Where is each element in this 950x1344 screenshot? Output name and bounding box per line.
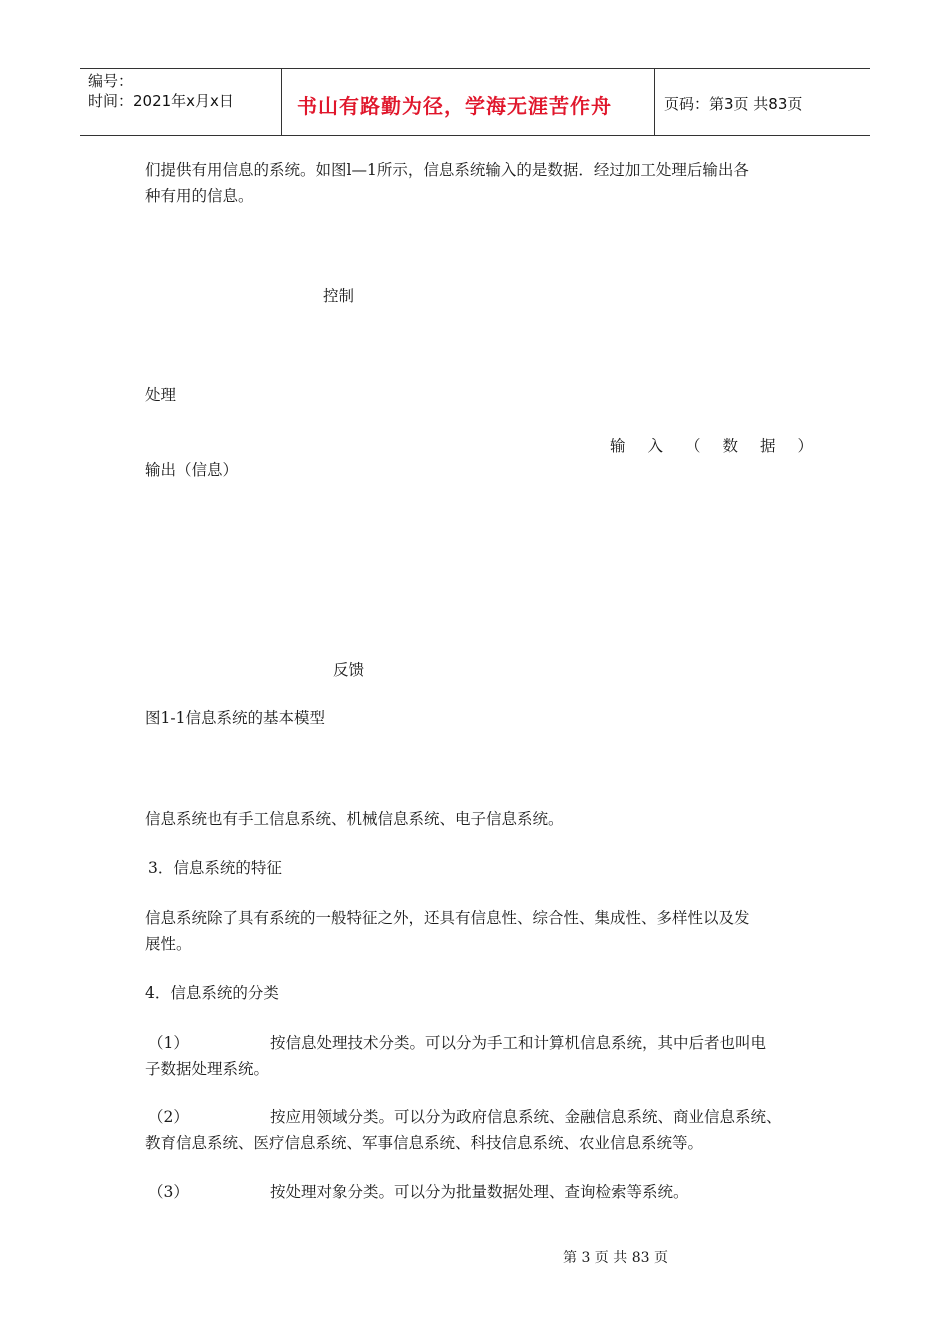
- header-divider-right: [654, 68, 655, 135]
- types-line: 信息系统也有手工信息系统、机械信息系统、电子信息系统。: [145, 810, 564, 828]
- diagram-label-control: 控制: [323, 287, 355, 305]
- figure-caption: 图1-1信息系统的基本模型: [145, 709, 325, 727]
- list-item-2-number: （2）: [148, 1108, 189, 1126]
- header-page-label: 页码：第3页 共83页: [664, 95, 803, 113]
- diagram-label-output: 输出（信息）: [145, 461, 239, 479]
- list-item-1-line-2: 子数据处理系统。: [145, 1060, 270, 1078]
- list-item-1-number: （1）: [148, 1034, 189, 1052]
- intro-line-2: 种有用的信息。: [145, 187, 254, 205]
- header-code-label: 编号：: [88, 72, 134, 90]
- list-item-3-number: （3）: [148, 1183, 189, 1201]
- intro-line-1: 们提供有用信息的系统。如图l—1所示，信息系统输入的是数据．经过加工处理后输出各: [145, 161, 749, 179]
- diagram-label-feedback: 反馈: [333, 661, 365, 679]
- header-time-label: 时间：2021年x月x日: [88, 92, 234, 110]
- footer-page-number: 第 3 页 共 83 页: [563, 1250, 668, 1266]
- header-motto: 书山有路勤为径，学海无涯苦作舟: [297, 94, 612, 118]
- list-item-3-line-1: 按处理对象分类。可以分为批量数据处理、查询检索等系统。: [270, 1183, 689, 1201]
- list-item-2-line-2: 教育信息系统、医疗信息系统、军事信息系统、科技信息系统、农业信息系统等。: [145, 1134, 704, 1152]
- header-bottom-border: [80, 135, 870, 136]
- section-3-title: 3．信息系统的特征: [148, 859, 282, 877]
- header-top-border: [80, 68, 870, 69]
- section-4-title: 4．信息系统的分类: [145, 984, 279, 1002]
- diagram-label-input: 输入（数据）: [610, 437, 836, 455]
- list-item-2-line-1: 按应用领域分类。可以分为政府信息系统、金融信息系统、商业信息系统、: [270, 1108, 782, 1126]
- section-3-line-2: 展性。: [145, 935, 192, 953]
- header-divider-left: [281, 68, 282, 135]
- section-3-line-1: 信息系统除了具有系统的一般特征之外，还具有信息性、综合性、集成性、多样性以及发: [145, 909, 750, 927]
- list-item-1-line-1: 按信息处理技术分类。可以分为手工和计算机信息系统，其中后者也叫电: [270, 1034, 767, 1052]
- diagram-label-process: 处理: [145, 386, 177, 404]
